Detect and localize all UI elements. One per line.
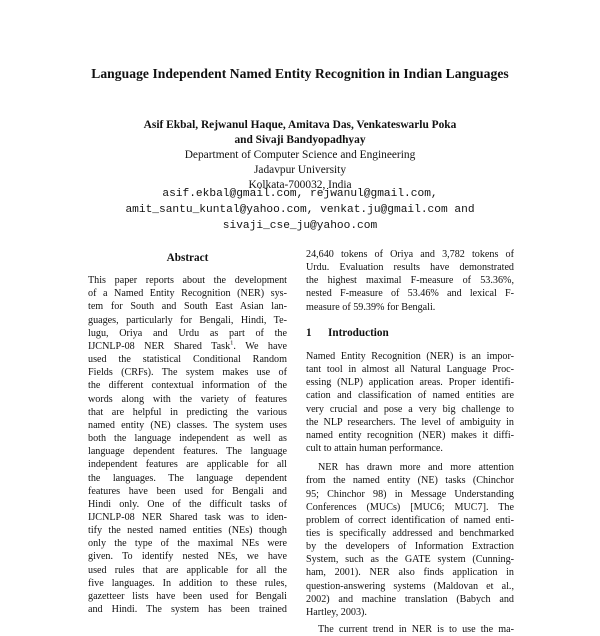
abstract-line: lugu, Oriya and Urdu as part of the — [88, 327, 287, 339]
email-line: asif.ekbal@gmail.com, rejwanul@gmail.com, — [162, 188, 438, 200]
intro-line: Hartley, 2003). — [306, 606, 367, 618]
abstract-line: of a Named Entity Recognition (NER) sys- — [88, 288, 287, 300]
abstract-line: five languages. In addition to these rules, — [88, 577, 287, 589]
intro-line: Conferences (MUCs) [MUC6; MUC7]. The — [306, 501, 514, 513]
email-line: sivaji_cse_ju@yahoo.com — [222, 220, 378, 232]
abstract-line: Hindi only. One of the difficult tasks of — [88, 498, 287, 510]
intro-line: tant tool in almost all Natural Language Proc- — [306, 364, 514, 376]
email-line: amit_santu_kuntal@yahoo.com, venkat.ju@gmail.com and — [125, 204, 475, 216]
abstract-line: features have been used for Bengali and — [88, 485, 287, 497]
intro-line: by the developers of Information Extraction — [306, 541, 514, 553]
abstract-line-part: IJCNLP-08 NER Shared Task — [88, 340, 231, 352]
intro-line: cation and classification of named entities are — [306, 390, 514, 402]
abstract-line: IJCNLP-08 NER Shared task was to iden- — [88, 511, 287, 523]
intro-line: ties is specifically addressed and benchmarked — [306, 527, 514, 539]
author-line: Asif Ekbal, Rejwanul Haque, Amitava Das, Venkateswarlu Poka — [143, 119, 457, 131]
abstract-line: nested F-measure of 53.46% and lexical F- — [306, 288, 514, 300]
intro-line: from the named entity (NE) tasks (Chinchor — [306, 475, 514, 487]
intro-line: The current trend in NER is to use the ma- — [318, 624, 514, 636]
footnote-mark: 1 — [230, 339, 234, 347]
abstract-line: given. To identify nested NEs, we have — [88, 551, 287, 563]
paper-title: Language Independent Named Entity Recognition in Indian Languages — [91, 66, 509, 81]
intro-line: Named Entity Recognition (NER) is an impor- — [306, 350, 514, 362]
author-list — [0, 118, 600, 148]
abstract-line: language dependent features. The language — [88, 446, 287, 458]
intro-line: essing (NLP) application areas. Proper identifi- — [306, 377, 514, 389]
abstract-line: This paper reports about the development — [88, 275, 287, 287]
abstract-line: that are helpful in predicting the various — [88, 406, 287, 418]
intro-paragraph — [306, 461, 514, 619]
intro-line: System, such as the GATE system (Cunning- — [306, 554, 514, 566]
intro-line: 2002) and machine translation (Babych and — [306, 593, 514, 605]
abstract-line: tify the nested named entities (NEs) though — [88, 525, 287, 537]
abstract-line: guages, particularly for Bengali, Hindi, Te- — [88, 314, 287, 326]
intro-line: problem of correct identification of named enti- — [306, 514, 514, 526]
abstract-line: Fields (CRFs). The system makes use of — [88, 367, 287, 379]
intro-line: question-answering systems (Maldovan et al., — [306, 580, 514, 592]
abstract-line: the different contextual information of the — [88, 380, 287, 392]
abstract-line: used rules that are applicable for all the — [88, 564, 287, 576]
abstract-line: Urdu. Evaluation results have demonstrated — [306, 262, 514, 274]
affiliation-line: Jadavpur University — [253, 164, 347, 176]
intro-line: very crucial and pose a very big challenge to — [306, 403, 514, 415]
abstract-line: 24,640 tokens of Oriya and 3,782 tokens of — [306, 249, 514, 260]
intro-line: 95; Chinchor 98) in Message Understanding — [306, 488, 514, 500]
abstract-line: measure of 59.39% for Bengali. — [306, 301, 436, 313]
affiliation-line: Department of Computer Science and Engineering — [184, 149, 416, 161]
section-number: 1 — [306, 326, 312, 339]
abstract-line: words along with the variety of features — [88, 393, 287, 405]
section-heading-introduction — [306, 327, 514, 340]
left-column — [88, 252, 287, 616]
abstract-text — [88, 274, 287, 616]
abstract-line-part: . We have — [233, 340, 287, 352]
abstract-line — [88, 340, 287, 353]
intro-line: the NLP researchers. The level of ambiguity in — [306, 416, 514, 428]
abstract-line: the highest maximal F-measure of 53.36%, — [306, 275, 514, 287]
author-line: and Sivaji Bandyopadhyay — [234, 134, 366, 146]
abstract-line: gazetteer lists have been used for Bengali — [88, 590, 287, 602]
intro-paragraph — [306, 350, 514, 455]
section-title: Introduction — [328, 326, 389, 339]
abstract-line: the languages. The language dependent — [88, 472, 287, 484]
abstract-line: tem for South and South East Asian lan- — [88, 301, 287, 313]
affiliation-line: Kolkata-700032, India — [248, 179, 352, 191]
intro-paragraph — [306, 623, 514, 636]
abstract-line: used the statistical Conditional Random — [88, 354, 287, 366]
intro-line: named entity recognition (NER) makes it diffi- — [306, 429, 514, 441]
abstract-line: named entity (NE) classes. The system uses — [88, 419, 287, 431]
abstract-line: only the type of the maximal NEs were — [88, 538, 287, 550]
abstract-line: independent features are applicable for all — [88, 459, 287, 471]
abstract-continued — [306, 248, 514, 314]
intro-line: NER has drawn more and more attention — [318, 462, 514, 474]
abstract-line: and Hindi. The system has been trained — [88, 604, 287, 616]
abstract-line: both the language independent as well as — [88, 433, 287, 445]
author-emails — [0, 186, 600, 234]
right-column — [306, 248, 514, 636]
intro-line: ham, 2001). NER also finds application in — [306, 567, 514, 579]
abstract-heading: Abstract — [166, 252, 209, 264]
intro-line: cult to attain human performance. — [306, 443, 443, 455]
